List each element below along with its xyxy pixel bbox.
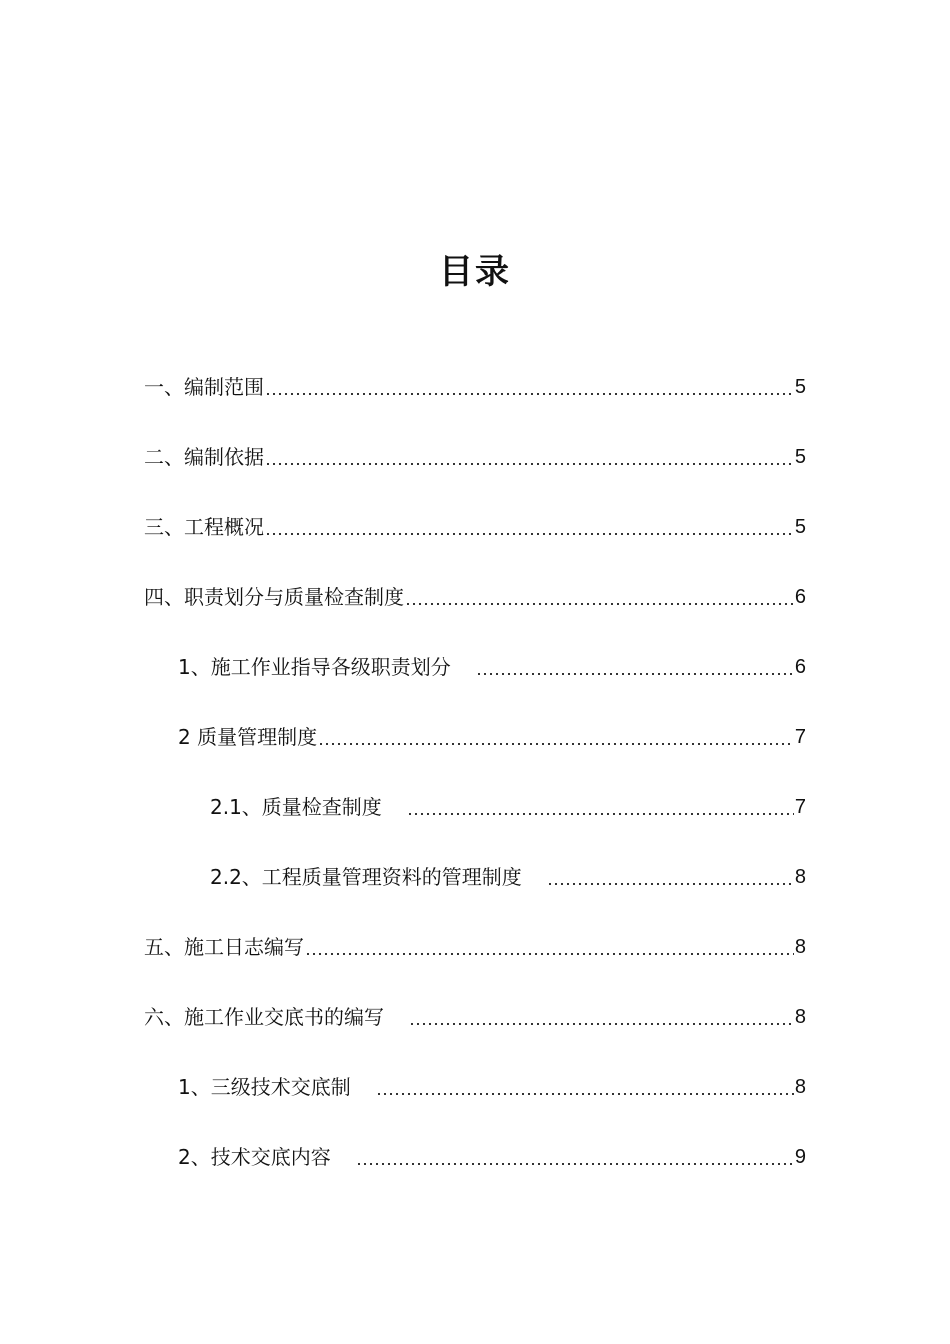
toc-entry-page: 5 (794, 446, 806, 468)
toc-entry[interactable] (178, 1066, 806, 1100)
toc-entry[interactable] (144, 436, 806, 470)
toc-entry-page: 9 (794, 1146, 806, 1168)
dot-leader (476, 673, 794, 675)
toc-entry-label: 二、编制依据 (144, 445, 264, 469)
dot-leader (376, 1093, 794, 1095)
toc-entry-page: 8 (794, 1006, 806, 1028)
toc-entry[interactable] (178, 716, 806, 750)
toc-title: 目录 (439, 252, 511, 292)
toc-entry[interactable] (144, 926, 806, 960)
toc-entry[interactable] (144, 506, 806, 540)
dot-leader (405, 603, 794, 605)
dot-leader (356, 1163, 794, 1165)
toc-entry[interactable] (178, 1136, 806, 1170)
toc-entry[interactable] (144, 366, 806, 400)
dot-leader (305, 953, 794, 955)
dot-leader (265, 533, 794, 535)
toc-entry-label: 六、施工作业交底书的编写 (144, 1005, 384, 1029)
toc-entry[interactable] (178, 646, 806, 680)
toc-entry-label: 2 质量管理制度 (178, 725, 318, 749)
dot-leader (318, 743, 794, 745)
dot-leader (407, 813, 794, 815)
toc-entry-label: 2、技术交底内容 (178, 1145, 331, 1169)
toc-entry[interactable] (210, 786, 806, 820)
toc-entry-page: 5 (794, 516, 806, 538)
toc-entry-page: 7 (794, 796, 806, 818)
toc-entry[interactable] (144, 996, 806, 1030)
toc-entry-label: 2.2、工程质量管理资料的管理制度 (210, 865, 522, 889)
toc-entry[interactable] (210, 856, 806, 890)
toc-entry-page: 8 (794, 866, 806, 888)
toc-entry-label: 五、施工日志编写 (144, 935, 304, 959)
toc-entry-page: 5 (794, 376, 806, 398)
dot-leader (265, 393, 794, 395)
toc-entry-page: 7 (794, 726, 806, 748)
toc-entry-label: 1、施工作业指导各级职责划分 (178, 655, 451, 679)
toc-entry-page: 8 (794, 1076, 806, 1098)
toc-entry-label: 三、工程概况 (144, 515, 264, 539)
toc-entry-label: 1、三级技术交底制 (178, 1075, 351, 1099)
dot-leader (547, 883, 794, 885)
toc-entry-page: 6 (794, 656, 806, 678)
toc-entry-page: 6 (794, 586, 806, 608)
toc-entry-label: 四、职责划分与质量检查制度 (144, 585, 404, 609)
toc-entry-label: 一、编制范围 (144, 375, 264, 399)
toc-entry[interactable] (144, 576, 806, 610)
toc-entry-label: 2.1、质量检查制度 (210, 795, 382, 819)
dot-leader (409, 1023, 794, 1025)
dot-leader (265, 463, 794, 465)
toc-entry-page: 8 (794, 936, 806, 958)
